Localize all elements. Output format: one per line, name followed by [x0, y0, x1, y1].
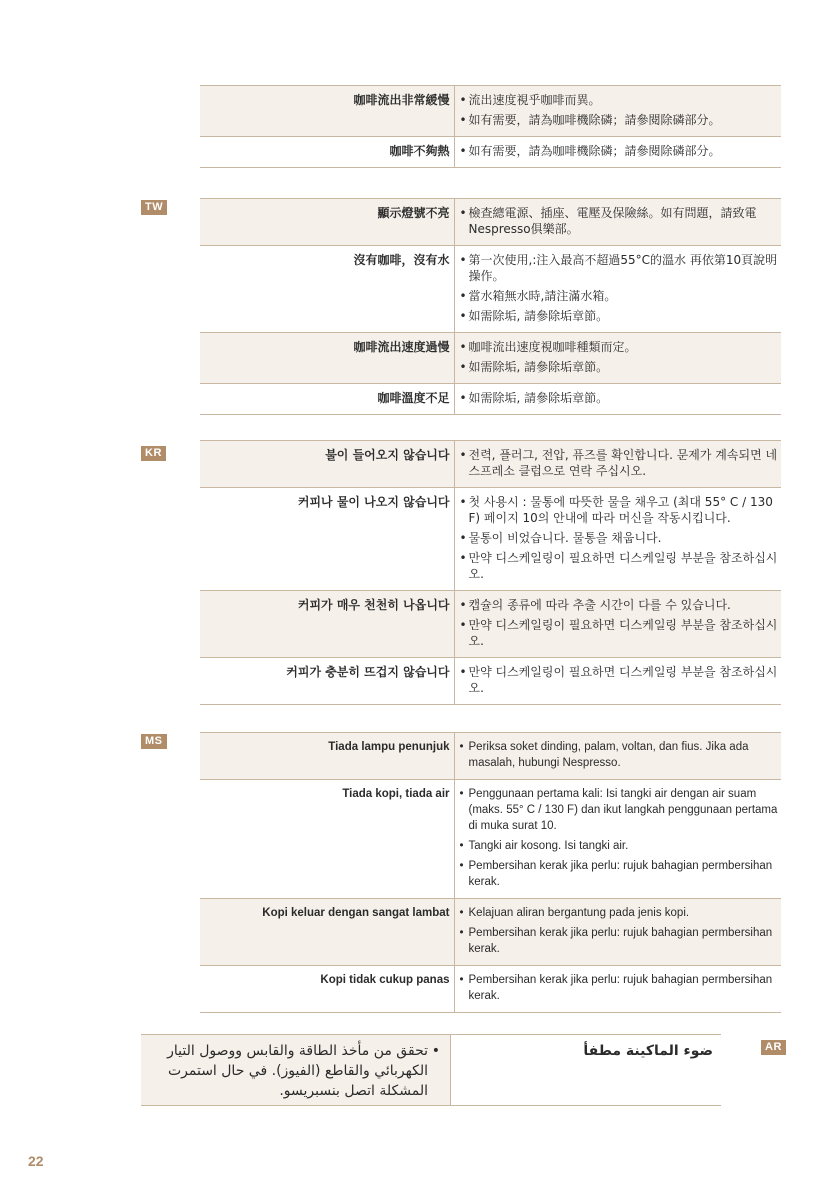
solution-item: • 첫 사용시 : 물통에 따뜻한 물을 채우고 (최대 55° C / 130 F) 페이지 10의 안내에 따라 머신을 작동시킵니다.	[455, 494, 782, 526]
solution-item: • 第一次使用,:注入最高不超過55°C的溫水 再依第10頁說明操作。	[455, 252, 782, 284]
solution-item: • 咖啡流出速度視咖啡種類而定。	[455, 339, 782, 355]
problem-label: Kopi keluar dengan sangat lambat	[200, 899, 454, 966]
solution-item: • Pembersihan kerak jika perlu: rujuk bahagian permbersihan kerak.	[455, 925, 782, 957]
table-top	[200, 85, 781, 168]
problem-label: Tiada lampu penunjuk	[200, 733, 454, 780]
solution-cell	[454, 488, 781, 591]
table-row	[200, 199, 781, 246]
solution-item: • 如需除垢, 請參除垢章節。	[455, 308, 782, 324]
solution-item: • 如有需要，請為咖啡機除磷；請參閱除磷部分。	[455, 143, 782, 159]
solution-cell	[454, 384, 781, 415]
solution-item: • Pembersihan kerak jika perlu: rujuk bahagian permbersihan kerak.	[455, 972, 782, 1004]
table-row	[141, 1035, 721, 1106]
problem-label: 咖啡流出速度過慢	[200, 333, 454, 384]
troubleshooting-table-ms	[200, 732, 781, 1013]
solution-item: • Pembersihan kerak jika perlu: rujuk bahagian permbersihan kerak.	[455, 858, 782, 890]
solution-item: • 만약 디스케일링이 필요하면 디스케일링 부분을 참조하십시오.	[455, 617, 782, 649]
solution-item: • 如需除垢, 請參除垢章節。	[455, 359, 782, 375]
problem-label: 顯示燈號不亮	[200, 199, 454, 246]
table-ms	[200, 732, 781, 1013]
troubleshooting-table-kr	[200, 440, 781, 705]
troubleshooting-table-ar	[141, 1034, 721, 1106]
solution-item: • تحقق من مأخذ الطاقة والقابس ووصول التيار الكهربائي والقاطع (الفيوز). في حال استمرت المشكلة اتصل بنسبريسو.	[151, 1041, 442, 1101]
table-row	[200, 733, 781, 780]
solution-cell	[454, 591, 781, 658]
table-row	[200, 246, 781, 333]
table-kr	[200, 440, 781, 705]
solution-cell	[454, 658, 781, 705]
page-number: 22	[28, 1153, 44, 1169]
solution-cell	[454, 780, 781, 899]
solution-cell	[454, 86, 781, 137]
problem-label: 咖啡不夠熱	[200, 137, 454, 168]
solution-item: • 물통이 비었습니다. 물통을 채웁니다.	[455, 530, 782, 546]
problem-label: ضوء الماكينة مطفأ	[451, 1035, 722, 1106]
solution-item: • 當水箱無水時,請注滿水箱。	[455, 288, 782, 304]
solution-item: • Penggunaan pertama kali: Isi tangki air dengan air suam (maks. 55° C / 130 F) dan ikut langkah penggunaan pertama di muka surat 10.	[455, 786, 782, 834]
table-row	[200, 441, 781, 488]
troubleshooting-table-continued	[200, 85, 781, 168]
table-row	[200, 333, 781, 384]
solution-cell	[454, 966, 781, 1013]
problem-label: 沒有咖啡，沒有水	[200, 246, 454, 333]
solution-cell	[454, 899, 781, 966]
problem-label: Tiada kopi, tiada air	[200, 780, 454, 899]
solution-item: • 如需除垢, 請參除垢章節。	[455, 390, 782, 406]
solution-cell	[454, 137, 781, 168]
solution-cell	[141, 1035, 451, 1106]
solution-item: • 캡슐의 종류에 따라 추출 시간이 다를 수 있습니다.	[455, 597, 782, 613]
table-row	[200, 658, 781, 705]
solution-cell	[454, 441, 781, 488]
solution-item: • 만약 디스케일링이 필요하면 디스케일링 부분을 참조하십시오.	[455, 664, 782, 696]
table-row	[200, 780, 781, 899]
problem-label: 咖啡溫度不足	[200, 384, 454, 415]
language-badge-kr: KR	[141, 446, 166, 461]
solution-cell	[454, 733, 781, 780]
solution-item: • 만약 디스케일링이 필요하면 디스케일링 부분을 참조하십시오.	[455, 550, 782, 582]
table-row	[200, 86, 781, 137]
table-ar	[141, 1034, 721, 1106]
problem-label: Kopi tidak cukup panas	[200, 966, 454, 1013]
solution-cell	[454, 246, 781, 333]
table-row	[200, 591, 781, 658]
solution-item: • 檢查總電源、插座、電壓及保險絲。如有問題，請致電Nespresso俱樂部。	[455, 205, 782, 237]
problem-label: 커피가 매우 천천히 나옵니다	[200, 591, 454, 658]
table-tw	[200, 198, 781, 415]
table-row	[200, 137, 781, 168]
table-row	[200, 966, 781, 1013]
problem-label: 커피가 충분히 뜨겁지 않습니다	[200, 658, 454, 705]
problem-label: 咖啡流出非常緩慢	[200, 86, 454, 137]
table-row	[200, 384, 781, 415]
language-badge-ar: AR	[761, 1040, 786, 1055]
language-badge-ms: MS	[141, 734, 167, 749]
solution-item: • Kelajuan aliran bergantung pada jenis kopi.	[455, 905, 782, 921]
table-row	[200, 899, 781, 966]
problem-label: 불이 들어오지 않습니다	[200, 441, 454, 488]
solution-item: • 流出速度視乎咖啡而異。	[455, 92, 782, 108]
solution-cell	[454, 333, 781, 384]
solution-item: • Periksa soket dinding, palam, voltan, dan fius. Jika ada masalah, hubungi Nespresso.	[455, 739, 782, 771]
table-row	[200, 488, 781, 591]
troubleshooting-table-tw	[200, 198, 781, 415]
solution-item: • 전력, 플러그, 전압, 퓨즈를 확인합니다. 문제가 계속되면 네스프레소 클럽으로 연락 주십시오.	[455, 447, 782, 479]
solution-cell	[454, 199, 781, 246]
solution-item: • 如有需要，請為咖啡機除磷；請參閱除磷部分。	[455, 112, 782, 128]
solution-item: • Tangki air kosong. Isi tangki air.	[455, 838, 782, 854]
language-badge-tw: TW	[141, 200, 167, 215]
problem-label: 커피나 물이 나오지 않습니다	[200, 488, 454, 591]
